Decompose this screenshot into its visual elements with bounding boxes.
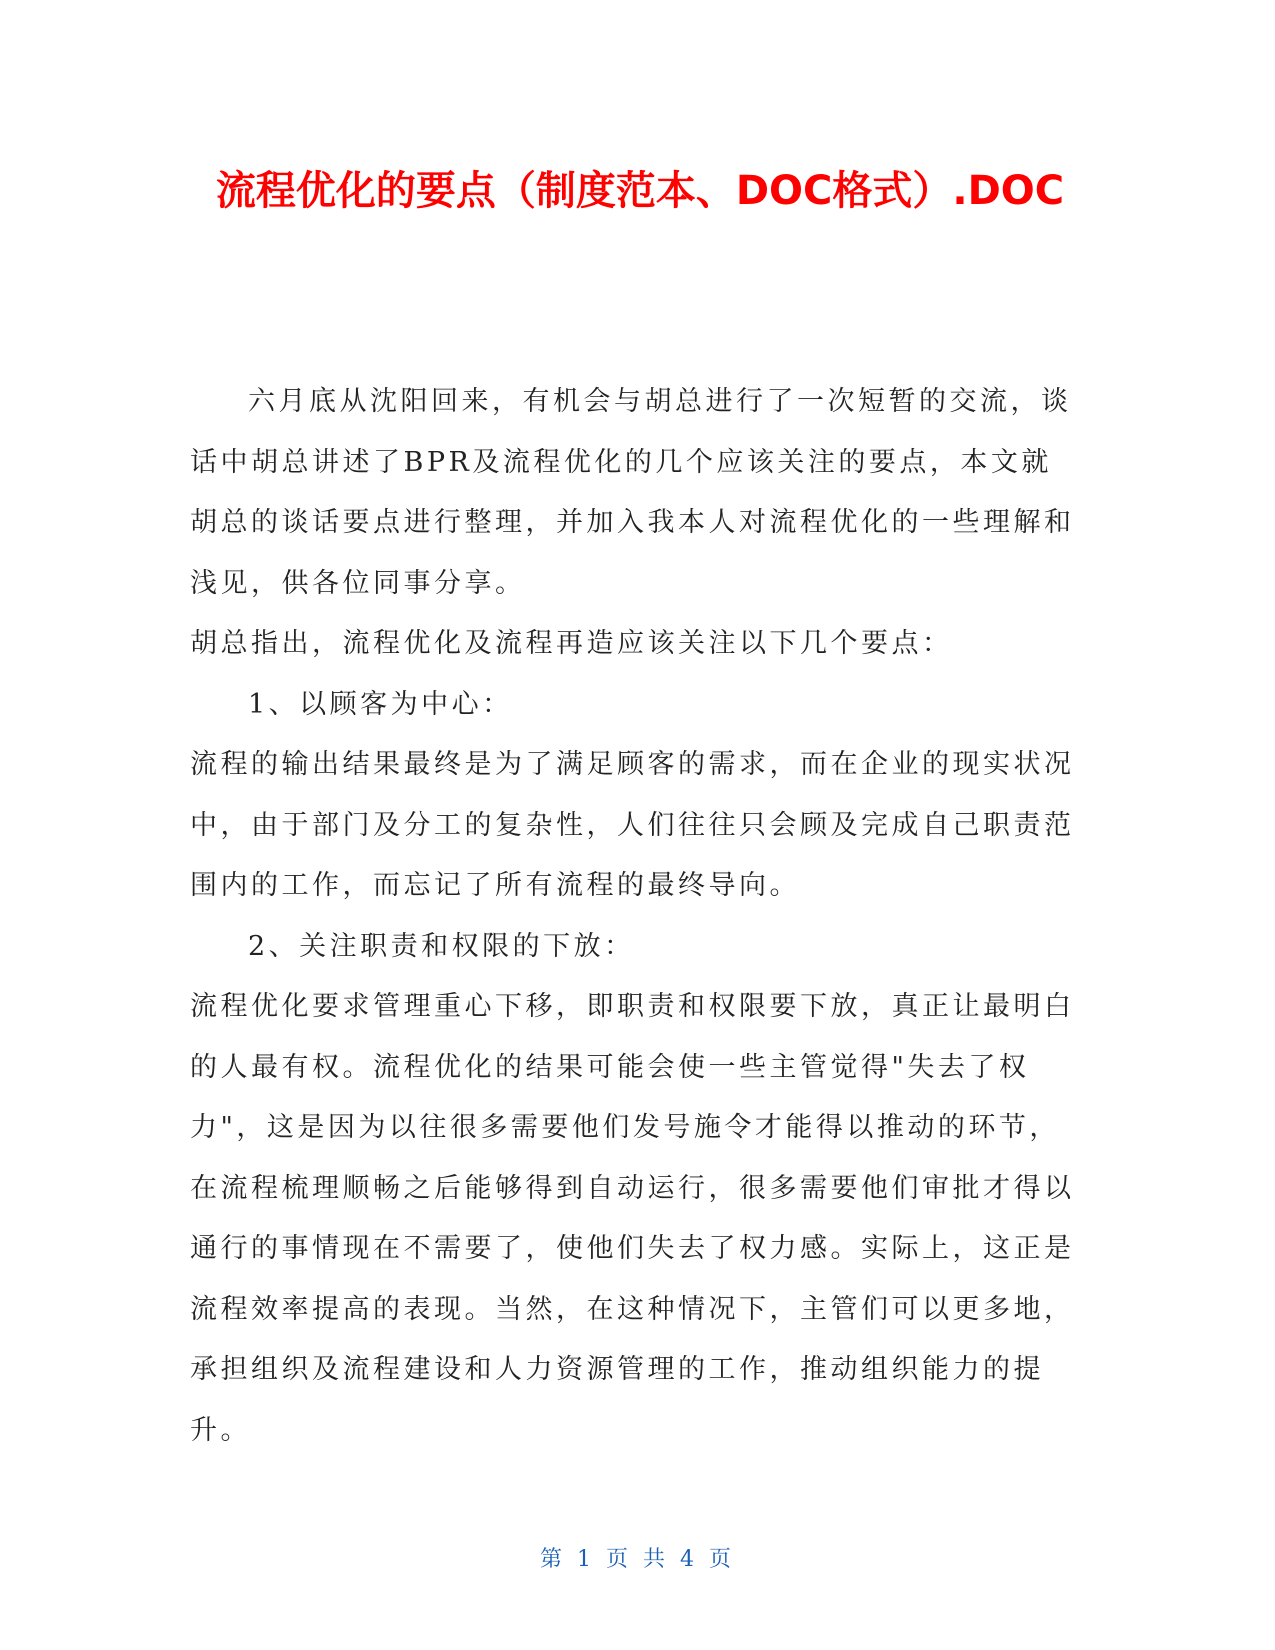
document-title: 流程优化的要点（制度范本、DOC格式）.DOC — [215, 168, 1065, 214]
paragraph-point-2: 流程优化要求管理重心下移，即职责和权限要下放，真正让最明白的人最有权。流程优化的结果可能会使一些主管觉得"失去了权力"，这是因为以往很多需要他们发号施令才能得以推动的环节，在流程梳理顺畅之后能够得到自动运行，很多需要他们审批才得以通行的事情现在不需要了，使他们失去了权力感。实际上，这正是流程效率提高的表现。当然，在这种情况下，主管们可以更多地，承担组织及流程建设和人力资源管理的工作，推动组织能力的提升。 — [190, 991, 1075, 1446]
document-body — [190, 372, 1080, 1461]
heading-point-1: 1、以顾客为中心： — [248, 688, 513, 720]
paragraph-summary: 胡总指出，流程优化及流程再造应该关注以下几个要点： — [190, 628, 953, 659]
paragraph-point-1: 流程的输出结果最终是为了满足顾客的需求，而在企业的现实状况中，由于部门及分工的复杂性，人们往往只会顾及完成自己职责范围内的工作，而忘记了所有流程的最终导向。 — [190, 749, 1075, 901]
page-number-footer: 第 1 页 共 4 页 — [540, 1547, 735, 1572]
paragraph-intro: 六月底从沈阳回来，有机会与胡总进行了一次短暂的交流，谈话中胡总讲述了BPR及流程优化的几个应该关注的要点，本文就胡总的谈话要点进行整理，并加入我本人对流程优化的一些理解和浅见，供各位同事分享。 — [190, 386, 1075, 599]
heading-point-2: 2、关注职责和权限的下放： — [248, 930, 635, 962]
